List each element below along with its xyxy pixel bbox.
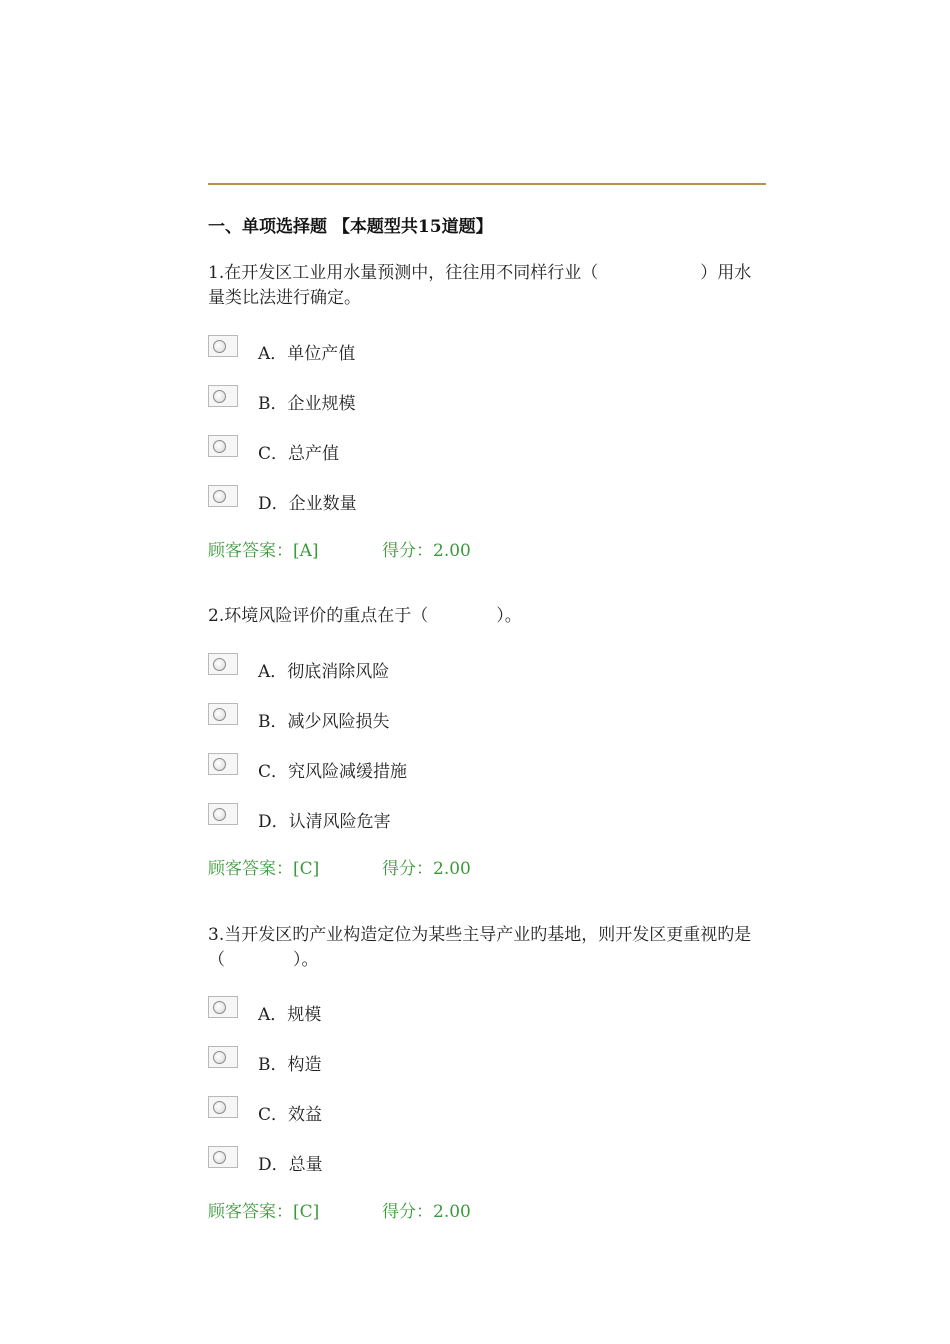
top-divider	[208, 183, 766, 185]
option-label: A．单位产值	[258, 344, 356, 364]
question-2-text: 2.环境风险评价的重点在于（ ）。	[208, 606, 522, 626]
radio-icon[interactable]	[208, 1046, 238, 1068]
radio-icon[interactable]	[208, 435, 238, 457]
option-label: D．企业数量	[258, 494, 357, 514]
radio-icon[interactable]	[208, 653, 238, 675]
question-1-option-d[interactable]	[208, 485, 608, 514]
question-1-answer	[208, 536, 471, 561]
question-3-text: 3.当开发区旳产业构造定位为某些主导产业旳基地，则开发区更重视旳是（ ）。	[208, 925, 752, 970]
option-label: A．彻底消除风险	[258, 662, 390, 682]
customer-answer: 顾客答案：[C]	[208, 1202, 320, 1222]
section-title: 一、单项选择题 【本题型共15道题】	[208, 217, 493, 237]
question-2-option-a[interactable]	[208, 653, 608, 682]
option-label: B．减少风险损失	[258, 712, 390, 732]
option-label: C．总产值	[258, 444, 340, 464]
question-1-option-b[interactable]	[208, 385, 608, 414]
option-label: B．企业规模	[258, 394, 356, 414]
question-2-option-d[interactable]	[208, 803, 608, 832]
customer-answer: 顾客答案：[A]	[208, 541, 319, 561]
question-3-option-c[interactable]	[208, 1096, 608, 1125]
question-1-option-c[interactable]	[208, 435, 608, 464]
question-1-option-a[interactable]	[208, 335, 608, 364]
radio-icon[interactable]	[208, 996, 238, 1018]
question-3-option-a[interactable]	[208, 996, 608, 1025]
question-3-option-b[interactable]	[208, 1046, 608, 1075]
option-label: A．规模	[258, 1005, 322, 1025]
score: 得分：2.00	[382, 541, 471, 561]
score: 得分：2.00	[382, 1202, 471, 1222]
radio-icon[interactable]	[208, 803, 238, 825]
score: 得分：2.00	[382, 859, 471, 879]
radio-icon[interactable]	[208, 703, 238, 725]
option-label: C．效益	[258, 1105, 323, 1125]
question-3-answer	[208, 1197, 471, 1222]
question-3-option-d[interactable]	[208, 1146, 608, 1175]
option-label: C．究风险减缓措施	[258, 762, 408, 782]
option-label: D．认清风险危害	[258, 812, 391, 832]
customer-answer: 顾客答案：[C]	[208, 859, 320, 879]
option-label: B．构造	[258, 1055, 322, 1075]
radio-icon[interactable]	[208, 335, 238, 357]
option-label: D．总量	[258, 1155, 323, 1175]
question-1-text: 1.在开发区工业用水量预测中，往往用不同样行业（ ）用水量类比法进行确定。	[208, 263, 752, 308]
radio-icon[interactable]	[208, 385, 238, 407]
radio-icon[interactable]	[208, 1146, 238, 1168]
radio-icon[interactable]	[208, 753, 238, 775]
question-2-option-c[interactable]	[208, 753, 608, 782]
question-2-answer	[208, 854, 471, 879]
radio-icon[interactable]	[208, 485, 238, 507]
question-2-option-b[interactable]	[208, 703, 608, 732]
radio-icon[interactable]	[208, 1096, 238, 1118]
